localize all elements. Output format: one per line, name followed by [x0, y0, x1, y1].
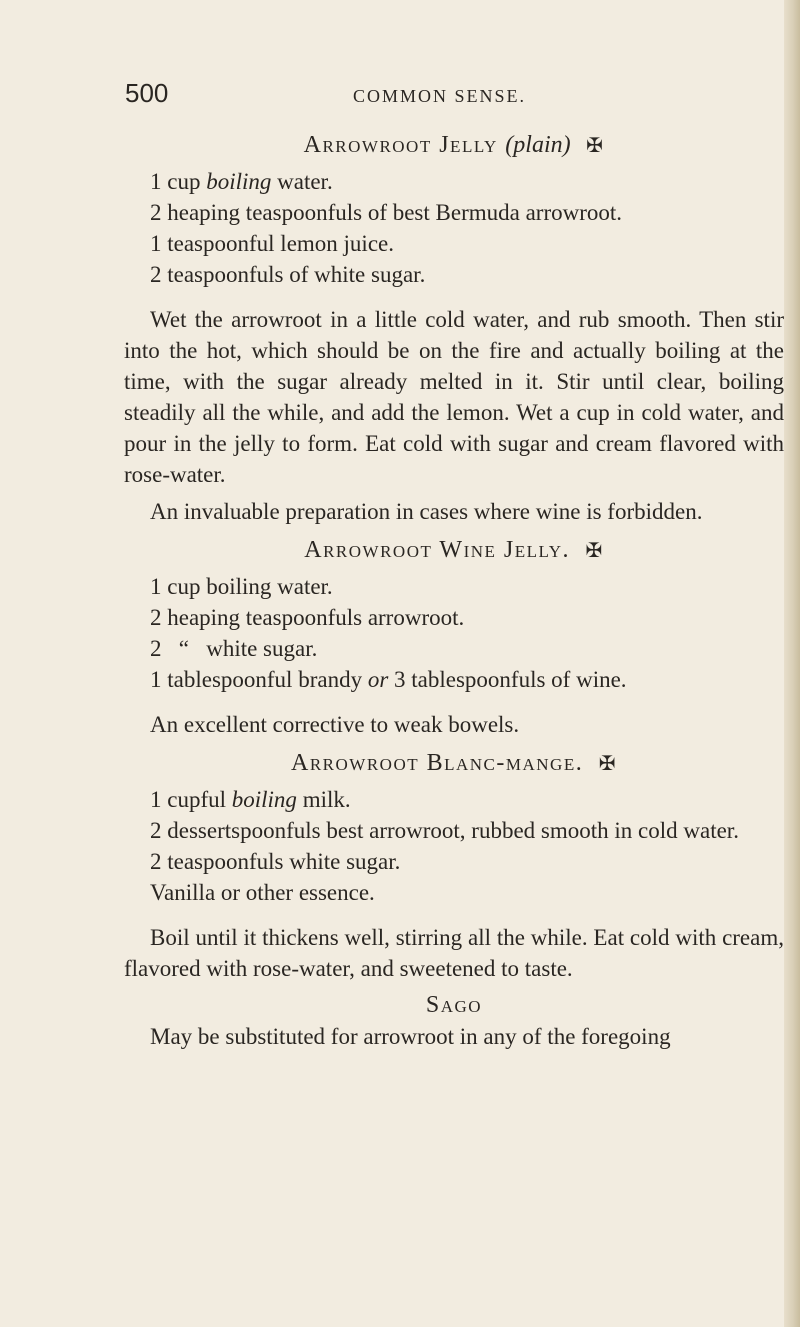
recipe-title-text: Arrowroot Wine Jelly. [304, 537, 570, 563]
ingredient-line: 2 dessertspoonfuls best arrowroot, rubbed smooth in cold water. [150, 818, 739, 843]
ingredient-emphasis: or [367, 667, 389, 692]
note-paragraph: An excellent corrective to weak bowels. [150, 712, 520, 737]
ingredient-text: water. [271, 169, 333, 194]
cross-ornament-icon: ✠ [586, 135, 605, 157]
page-header [125, 78, 785, 114]
ingredient-text: milk. [296, 787, 351, 812]
ingredient-line: 1 teaspoonful lemon juice. [150, 231, 394, 256]
recipe-title [124, 748, 784, 780]
instruction-paragraph: May be substituted for arrowroot in any of the foregoing [150, 1024, 671, 1049]
ingredient-text: 3 tablespoonfuls of wine. [388, 667, 627, 692]
recipe-title-qualifier: (plain) [505, 132, 571, 158]
ingredient-line: 2 teaspoonfuls white sugar. [150, 849, 401, 874]
ingredient-text: 1 tablespoonful brandy [150, 667, 368, 692]
recipe-title-text: Arrowroot Blanc-mange. [291, 750, 584, 776]
ingredient-line [150, 784, 784, 815]
ingredient-line: 2 “ white sugar. [150, 636, 318, 661]
ingredient-emphasis: boiling [206, 169, 272, 194]
ingredient-line: Vanilla or other essence. [150, 880, 375, 905]
recipe-title [124, 535, 784, 567]
running-head: COMMON SENSE. [353, 86, 527, 106]
ingredient-line: 2 heaping teaspoonfuls of best Bermuda arrowroot. [150, 200, 623, 225]
ingredient-line [150, 166, 784, 197]
ingredient-line: 2 teaspoonfuls of white sugar. [150, 262, 426, 287]
ingredient-emphasis: boiling [231, 787, 297, 812]
instruction-paragraph: Wet the arrowroot in a little cold water, and rub smooth. Then stir into the hot, which should be on the fire and actually boiling at the time, with the sugar already melted in it. Stir until clear, boiling steadily all the while, and add the lemon. Wet a cup in cold water, and pour in the jelly to form. Eat cold with sugar and cream flavored with rose-water. [124, 307, 784, 487]
ingredient-line [150, 664, 784, 695]
recipe-title [124, 130, 784, 162]
cross-ornament-icon: ✠ [585, 540, 604, 562]
page-body [124, 130, 784, 1058]
ingredient-text: 1 cup [150, 169, 207, 194]
cross-ornament-icon: ✠ [598, 753, 617, 775]
instruction-paragraph: Boil until it thickens well, stirring all the while. Eat cold with cream, flavored with rose-water, and sweetened to taste. [124, 925, 784, 981]
ingredient-line: 2 heaping teaspoonfuls arrowroot. [150, 605, 465, 630]
recipe-title-text: Arrowroot Jelly [303, 132, 498, 158]
page-number: 500 [125, 78, 169, 108]
ingredient-text: 1 cupful [150, 787, 232, 812]
page-edge [784, 0, 800, 1327]
ingredient-line: 1 cup boiling water. [150, 574, 333, 599]
section-title: Sago [425, 992, 483, 1018]
note-paragraph: An invaluable preparation in cases where wine is forbidden. [150, 499, 703, 524]
